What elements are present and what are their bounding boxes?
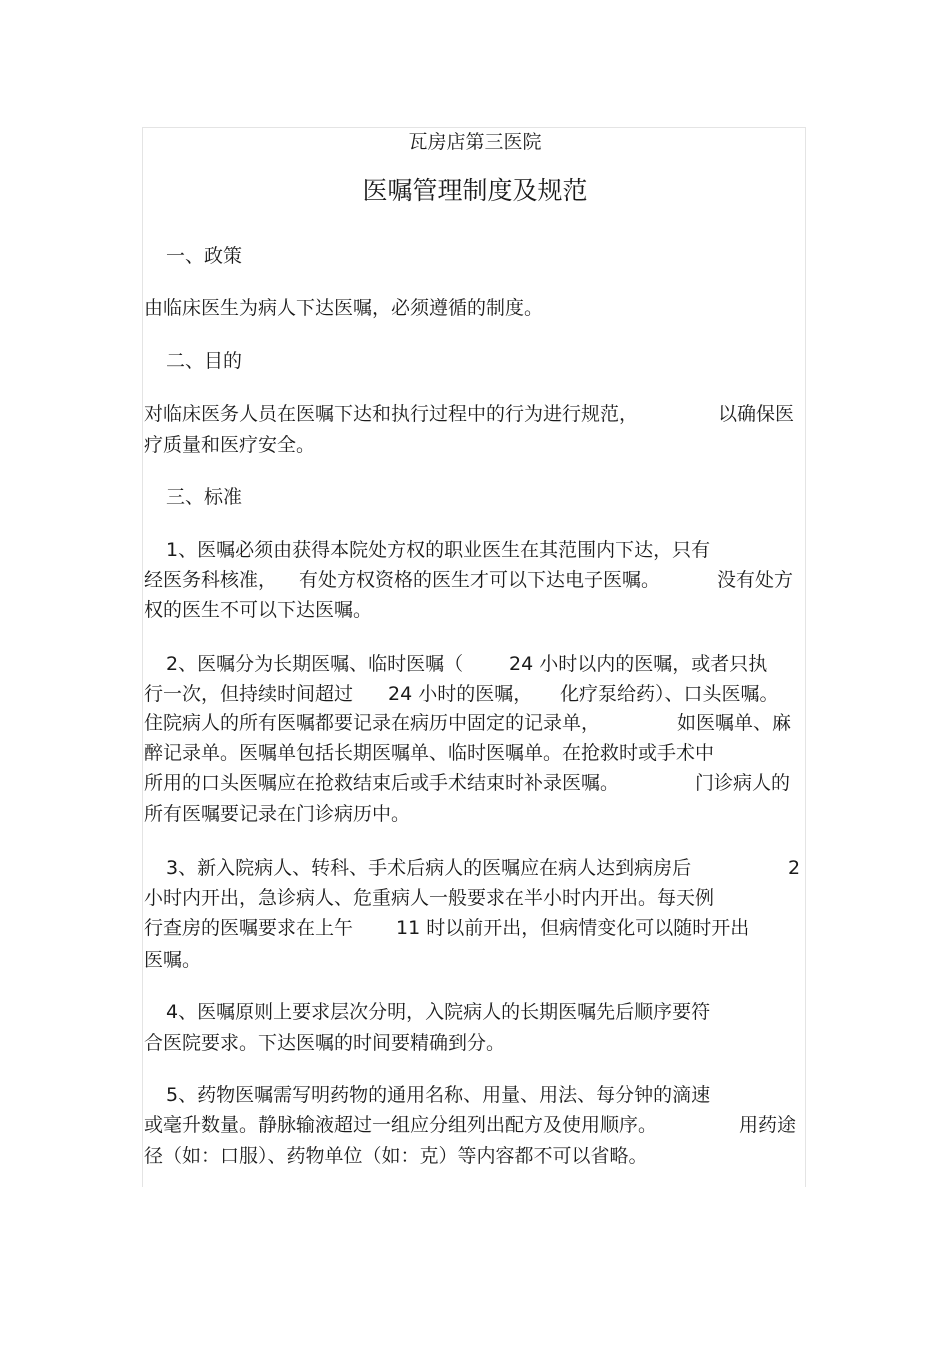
purpose-line: 疗质量和医疗安全。 [144, 434, 316, 456]
standard-item-2-line: 醉记录单。医嘱单包括长期医嘱单、临时医嘱单。在抢救时或手术中 [144, 742, 715, 764]
section-heading-standards: 三、标准 [166, 486, 243, 508]
standard-item-2-line: 行一次，但持续时间超过 [144, 683, 354, 705]
standard-item-5-line: 5、药物医嘱需写明药物的通用名称、用量、用法、每分钟的滴速 [166, 1084, 711, 1106]
standard-item-2-line: 门诊病人的 [695, 772, 791, 794]
standard-item-2-line: 所用的口头医嘱应在抢救结束后或手术结束时补录医嘱。 [144, 772, 620, 794]
hospital-name: 瓦房店第三医院 [408, 131, 542, 153]
standard-item-2-line: 如医嘱单、麻 [677, 712, 792, 734]
standard-item-3-line: 2 [788, 857, 801, 879]
standard-item-1-line: 有处方权资格的医生才可以下达电子医嘱。 [299, 569, 661, 591]
standard-item-1-line: 权的医生不可以下达医嘱。 [144, 599, 373, 621]
purpose-line: 以确保医 [718, 403, 795, 425]
standard-item-1-line: 没有处方 [717, 569, 794, 591]
standard-item-2-line: 24 小时的医嘱， [388, 683, 533, 705]
standard-item-4-line: 4、医嘱原则上要求层次分明，入院病人的长期医嘱先后顺序要符 [166, 1001, 711, 1023]
standard-item-2-line: 2、医嘱分为长期医嘱、临时医嘱（ [166, 653, 464, 675]
policy-text: 由临床医生为病人下达医嘱，必须遵循的制度。 [144, 297, 544, 319]
standard-item-2-line: 化疗泵给药）、口头医嘱。 [560, 683, 779, 705]
standard-item-2-line: 24 小时以内的医嘱，或者只执 [509, 653, 768, 675]
standard-item-3-line: 3、新入院病人、转科、手术后病人的医嘱应在病人达到病房后 [166, 857, 692, 879]
standard-item-3-line: 小时内开出，急诊病人、危重病人一般要求在半小时内开出。每天例 [144, 887, 715, 909]
standard-item-4-line: 合医院要求。下达医嘱的时间要精确到分。 [144, 1032, 506, 1054]
document-title: 医嘱管理制度及规范 [362, 176, 588, 205]
standard-item-3-line: 行查房的医嘱要求在上午 [144, 917, 354, 939]
standard-item-5-line: 用药途 [739, 1114, 797, 1136]
standard-item-3-line: 医嘱。 [144, 949, 202, 971]
purpose-line: 对临床医务人员在医嘱下达和执行过程中的行为进行规范， [144, 403, 639, 425]
standard-item-2-line: 住院病人的所有医嘱都要记录在病历中固定的记录单， [144, 712, 601, 734]
standard-item-5-line: 或毫升数量。静脉输液超过一组应分组列出配方及使用顺序。 [144, 1114, 658, 1136]
standard-item-5-line: 径（如：口服）、药物单位（如：克）等内容都不可以省略。 [144, 1145, 648, 1167]
standard-item-3-line: 11 时以前开出，但病情变化可以随时开出 [396, 917, 750, 939]
standard-item-1-line: 1、医嘱必须由获得本院处方权的职业医生在其范围内下达，只有 [166, 539, 711, 561]
section-heading-policy: 一、政策 [166, 245, 243, 267]
standard-item-1-line: 经医务科核准， [144, 569, 278, 591]
standard-item-2-line: 所有医嘱要记录在门诊病历中。 [144, 803, 411, 825]
section-heading-purpose: 二、目的 [166, 350, 243, 372]
